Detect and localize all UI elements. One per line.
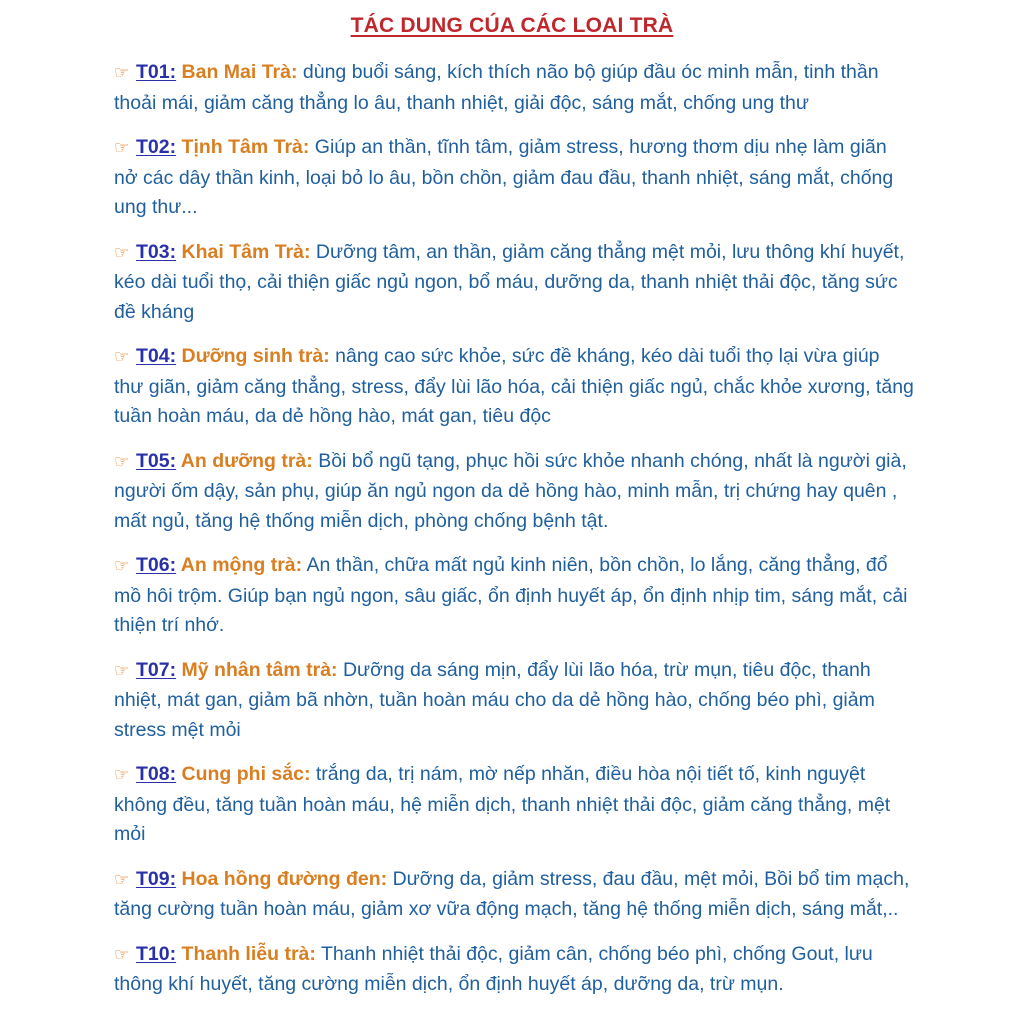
tea-code-link[interactable]: T09: [136,867,177,890]
tea-name: Cung phi sắc: [176,763,311,785]
tea-description: An thần, chữa mất ngủ kinh niên, bồn chồn, lo lắng, căng thẳng, đổ mồ hôi trộm. Giúp bạn ngủ ngon, sâu giấc, ổn định huyết áp, ổn định nhịp tim, sáng mắt, cải thiện trí nhớ. [114,554,908,636]
tea-description: Dưỡng tâm, an thần, giảm căng thẳng mệt mỏi, lưu thông khí huyết, kéo dài tuổi thọ, cải thiện giấc ngủ ngon, bổ máu, dưỡng da, thanh nhiệt thải độc, tăng sức đề kháng [114,240,905,323]
pointing-hand-icon: ☞ [114,765,130,785]
pointing-hand-icon: ☞ [114,63,130,83]
tea-description: Thanh nhiệt thải độc, giảm cân, chống béo phì, chống Gout, lưu thông khí huyết, tăng cường miễn dịch, ổn định huyết áp, dưỡng da, trừ mụn. [114,942,873,995]
tea-name: Mỹ nhân tâm trà: [176,658,338,681]
tea-code-link[interactable]: T07: [136,658,177,681]
tea-entry [114,551,914,641]
tea-description: dùng buổi sáng, kích thích não bộ giúp đầu óc minh mẫn, tinh thần thoải mái, giảm căng thẳng lo âu, thanh nhiệt, giải độc, sáng mắt, chống ung thư [114,61,879,114]
tea-code-link[interactable]: T02: [136,136,177,158]
pointing-hand-icon: ☞ [114,347,130,367]
tea-code-link[interactable]: T01: [136,61,177,83]
pointing-hand-icon: ☞ [114,660,130,681]
tea-code-link[interactable]: T10: [136,942,177,965]
tea-name: Khai Tâm Trà: [176,240,311,263]
tea-code-link[interactable]: T06: [136,554,177,576]
tea-entry [114,238,914,328]
tea-description: trắng da, trị nám, mờ nếp nhăn, điều hòa nội tiết tố, kinh nguyệt không đều, tăng tuần hoàn máu, hệ miễn dịch, thanh nhiệt thải độc, giảm căng thẳng, mệt mỏi [114,763,891,845]
tea-entry [114,133,914,223]
tea-entry [114,940,914,1000]
tea-name: Ban Mai Trà: [176,61,298,83]
tea-name: An mộng trà: [176,554,303,576]
tea-description: Dưỡng da, giảm stress, đau đầu, mệt mỏi, Bồi bổ tim mạch, tăng cường tuần hoàn máu, giảm xơ vữa động mạch, tăng hệ thống miễn dịch, sáng mắt,.. [114,867,910,920]
tea-name: Thanh liễu trà: [176,942,316,965]
tea-description: Giúp an thần, tĩnh tâm, giảm stress, hương thơm dịu nhẹ làm giãn nở các dây thần kinh, loại bỏ lo âu, bồn chồn, giảm đau đầu, thanh nhiệt, sáng mắt, chống ung thư... [114,136,894,218]
tea-entry [114,58,914,118]
tea-entry [114,656,914,746]
tea-entry [114,760,914,850]
tea-entry [114,447,914,537]
pointing-hand-icon: ☞ [114,944,130,965]
pointing-hand-icon: ☞ [114,138,130,158]
tea-description: Bồi bổ ngũ tạng, phục hồi sức khỏe nhanh chóng, nhất là người già, người ốm dậy, sản phụ, giúp ăn ngủ ngon da dẻ hồng hào, minh mẫn, trị chứng hay quên , mất ngủ, tăng hệ thống miễn dịch, phòng chống bệnh tật. [114,449,907,532]
tea-entry [114,865,914,925]
tea-code-link[interactable]: T03: [136,240,177,263]
tea-name: Tịnh Tâm Trà: [176,136,310,158]
tea-name: An dưỡng trà: [176,449,313,472]
tea-description: nâng cao sức khỏe, sức đề kháng, kéo dài tuổi thọ lại vừa giúp thư giãn, giảm căng thẳng, stress, đẩy lùi lão hóa, cải thiện giấc ngủ, chắc khỏe xương, tăng tuần hoàn máu, da dẻ hồng hào, mát gan, tiêu độc [114,345,914,427]
tea-list [114,58,914,1015]
tea-description: Dưỡng da sáng mịn, đẩy lùi lão hóa, trừ mụn, tiêu độc, thanh nhiệt, mát gan, giảm bã nhờn, tuần hoàn máu cho da dẻ hồng hào, chống béo phì, giảm stress mệt mỏi [114,658,875,741]
pointing-hand-icon: ☞ [114,556,130,576]
tea-name: Hoa hồng đường đen: [176,867,388,890]
tea-code-link[interactable]: T05: [136,449,177,472]
pointing-hand-icon: ☞ [114,869,130,890]
tea-code-link[interactable]: T08: [136,763,177,785]
tea-entry [114,342,914,432]
pointing-hand-icon: ☞ [114,451,130,472]
pointing-hand-icon: ☞ [114,242,130,263]
tea-code-link[interactable]: T04: [136,345,177,367]
tea-name: Dưỡng sinh trà: [176,345,330,367]
page-title: TÁC DUNG CÚA CÁC LOAI TRÀ [350,14,674,37]
